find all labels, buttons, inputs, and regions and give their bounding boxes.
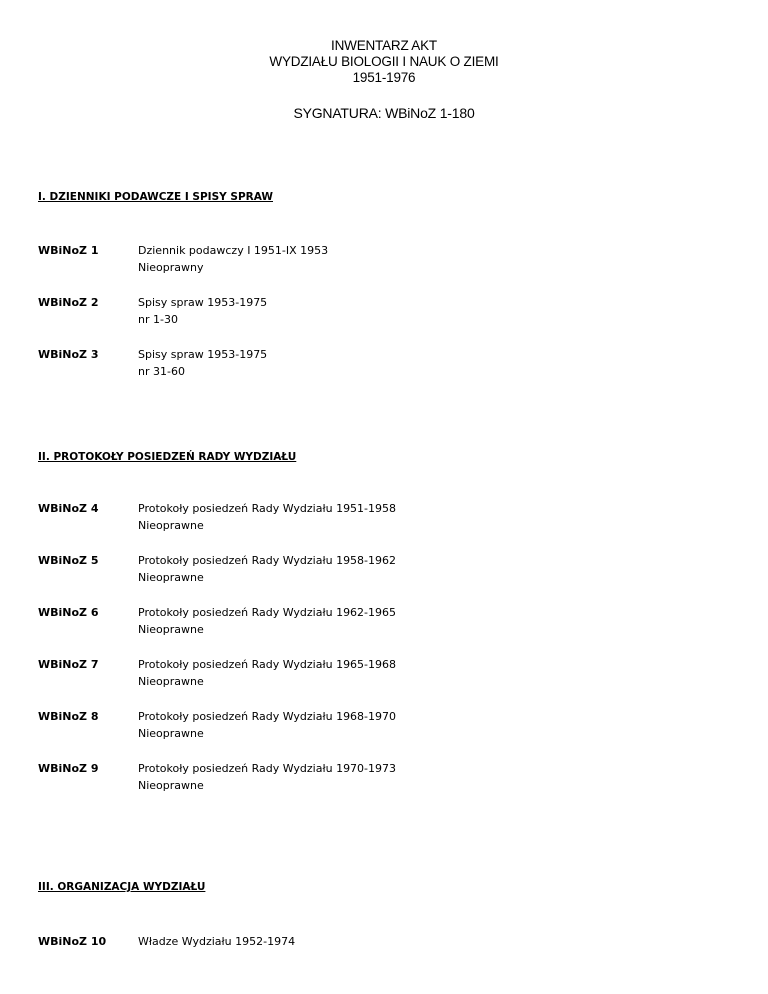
entry-signature: WBiNoZ 10	[38, 935, 107, 948]
entry-description	[138, 656, 396, 690]
entry-title: Spisy spraw 1953-1975	[138, 296, 268, 309]
title-line: 1951-1976	[352, 70, 416, 85]
entry-title: Protokoły posiedzeń Rady Wydziału 1965-1968	[138, 658, 397, 671]
entry-note: nr 1-30	[138, 313, 178, 326]
entry-note: Nieoprawne	[138, 519, 204, 532]
entry-note: Nieoprawne	[138, 727, 204, 740]
entry-title: Protokoły posiedzeń Rady Wydziału 1968-1970	[138, 710, 397, 723]
entry-title: Protokoły posiedzeń Rady Wydziału 1962-1965	[138, 606, 397, 619]
entry-signature: WBiNoZ 1	[38, 244, 99, 257]
entry-title: Władze Wydziału 1952-1974	[138, 935, 296, 948]
section-heading: II. PROTOKOŁY POSIEDZEŃ RADY WYDZIAŁU	[38, 451, 297, 463]
entry-signature: WBiNoZ 9	[38, 762, 99, 775]
entry-title: Protokoły posiedzeń Rady Wydziału 1951-1958	[138, 502, 397, 515]
document-title	[0, 38, 768, 86]
entry-note: Nieoprawne	[138, 571, 204, 584]
entry-signature: WBiNoZ 4	[38, 502, 99, 515]
entry-signature: WBiNoZ 6	[38, 606, 99, 619]
entry-description	[138, 933, 295, 950]
inventory-entry	[38, 656, 738, 696]
entry-title: Protokoły posiedzeń Rady Wydziału 1958-1962	[138, 554, 397, 567]
entry-title: Protokoły posiedzeń Rady Wydziału 1970-1973	[138, 762, 397, 775]
entry-title: Dziennik podawczy I 1951-IX 1953	[138, 244, 329, 257]
entry-signature: WBiNoZ 8	[38, 710, 99, 723]
entry-note: nr 31-60	[138, 365, 185, 378]
entry-signature: WBiNoZ 3	[38, 348, 99, 361]
entry-description	[138, 294, 267, 328]
inventory-entry	[38, 933, 738, 953]
entry-description	[138, 552, 396, 586]
entry-note: Nieoprawne	[138, 675, 204, 688]
inventory-entry	[38, 346, 738, 386]
entry-note: Nieoprawne	[138, 779, 204, 792]
inventory-entry	[38, 708, 738, 748]
entry-description	[138, 500, 396, 534]
inventory-entry	[38, 242, 738, 282]
title-line: INWENTARZ AKT	[331, 38, 437, 53]
inventory-entry	[38, 552, 738, 592]
entry-description	[138, 760, 396, 794]
inventory-entry	[38, 294, 738, 334]
entry-description	[138, 346, 267, 380]
entry-description	[138, 708, 396, 742]
entry-note: Nieoprawny	[138, 261, 204, 274]
inventory-entry	[38, 760, 738, 800]
signature-range	[0, 105, 768, 121]
signature-text: SYGNATURA: WBiNoZ 1-180	[293, 105, 475, 121]
entry-note: Nieoprawne	[138, 623, 204, 636]
entry-signature: WBiNoZ 2	[38, 296, 99, 309]
title-line: WYDZIAŁU BIOLOGII I NAUK O ZIEMI	[269, 54, 499, 69]
entry-signature: WBiNoZ 7	[38, 658, 99, 671]
inventory-entry	[38, 500, 738, 540]
entry-description	[138, 604, 396, 638]
entry-description	[138, 242, 328, 276]
inventory-entry	[38, 604, 738, 644]
section-heading: III. ORGANIZACJA WYDZIAŁU	[38, 881, 206, 893]
section-heading: I. DZIENNIKI PODAWCZE I SPISY SPRAW	[38, 191, 273, 203]
entry-title: Spisy spraw 1953-1975	[138, 348, 268, 361]
entry-signature: WBiNoZ 5	[38, 554, 99, 567]
